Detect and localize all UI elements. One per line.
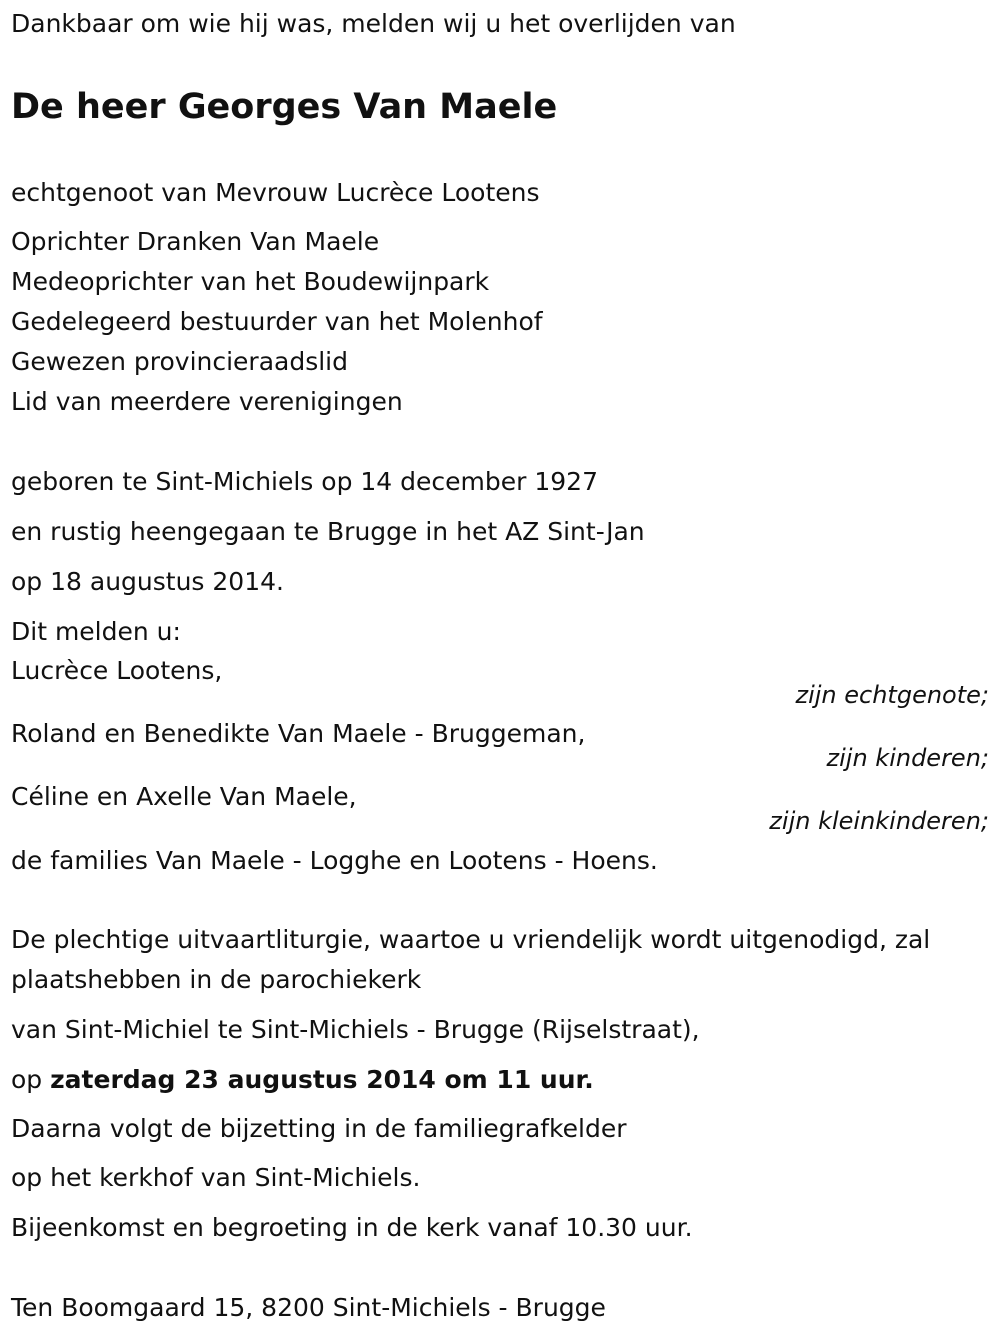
death-date-line: op 18 augustus 2014. [11,567,284,596]
funeral-text: De plechtige uitvaartliturgie, waartoe u vriendelijk wordt uitgenodigd, zal plaatshebben in de parochiekerk [11,925,931,994]
burial-line: op het kerkhof van Sint-Michiels. [11,1163,421,1192]
funeral-date: zaterdag 23 augustus 2014 om 11 uur. [50,1065,594,1094]
family-names: Lucrèce Lootens, [11,656,223,685]
funeral-date-line [11,1064,594,1096]
announcers-intro: Dit melden u: [11,617,181,646]
address-line: Ten Boomgaard 15, 8200 Sint-Michiels - Brugge [11,1293,606,1322]
death-place-line: en rustig heengegaan te Brugge in het AZ Sint-Jan [11,517,645,546]
family-names: Céline en Axelle Van Maele, [11,782,357,811]
title-line: Medeoprichter van het Boudewijnpark [11,267,490,296]
family-relation: zijn echtgenote; [795,681,989,709]
spouse-line: echtgenoot van Mevrouw Lucrèce Lootens [11,178,540,207]
deceased-name: De heer Georges Van Maele [11,87,558,127]
birth-line: geboren te Sint-Michiels op 14 december 1927 [11,467,598,496]
intro-text: Dankbaar om wie hij was, melden wij u het overlijden van [11,9,736,38]
title-line: Oprichter Dranken Van Maele [11,227,380,256]
church-line: van Sint-Michiel te Sint-Michiels - Brugge (Rijselstraat), [11,1015,700,1044]
burial-line: Daarna volgt de bijzetting in de familiegrafkelder [11,1114,627,1143]
family-relation: zijn kleinkinderen; [769,807,989,835]
family-names: Roland en Benedikte Van Maele - Bruggeman, [11,719,586,748]
families-line: de families Van Maele - Logghe en Lootens - Hoens. [11,846,658,875]
title-line: Gewezen provincieraadslid [11,347,348,376]
title-line: Gedelegeerd bestuurder van het Molenhof [11,307,543,336]
family-relation: zijn kinderen; [826,744,989,772]
gathering-line: Bijeenkomst en begroeting in de kerk vanaf 10.30 uur. [11,1213,693,1242]
title-line: Lid van meerdere verenigingen [11,387,403,416]
funeral-prefix: op [11,1065,43,1094]
